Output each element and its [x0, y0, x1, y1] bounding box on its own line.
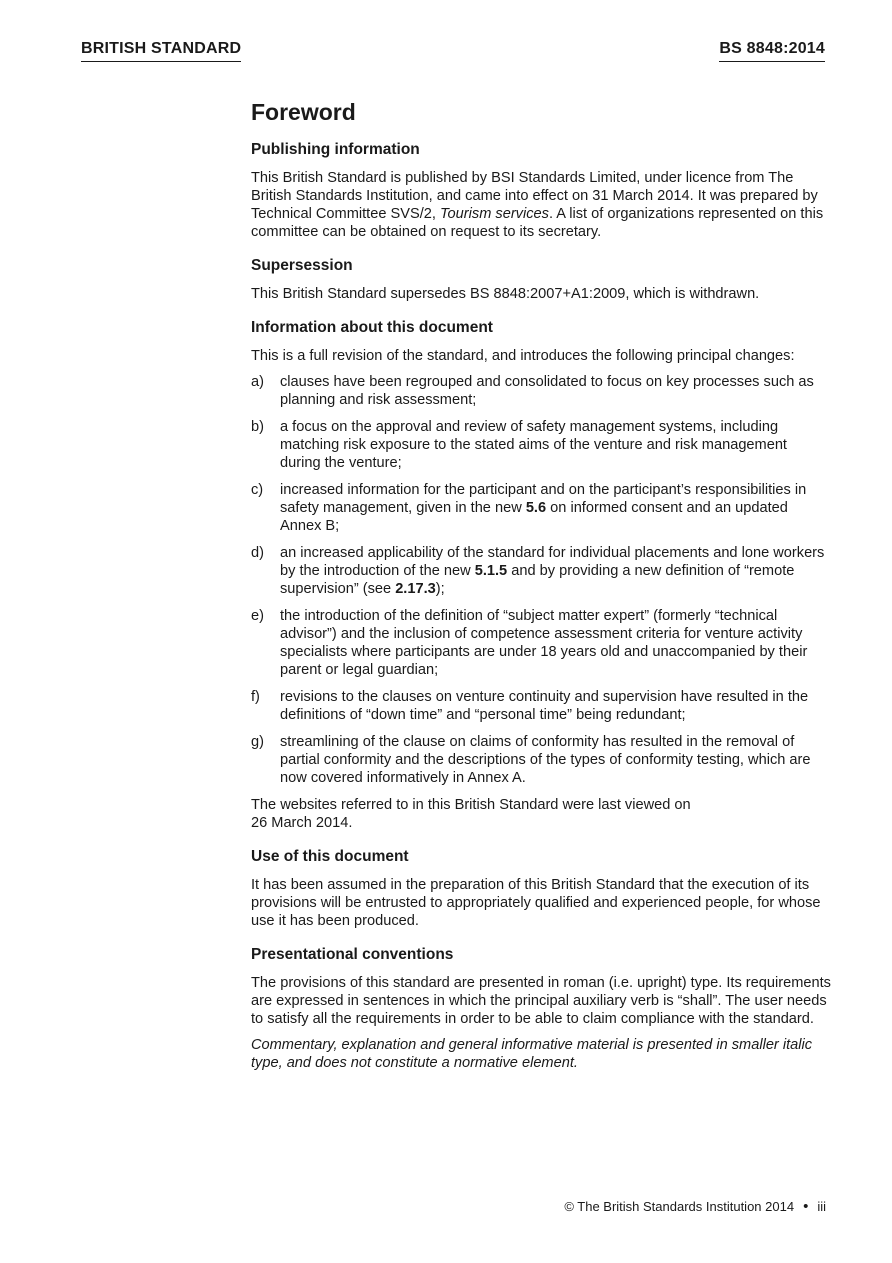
clause-reference: 5.1.5 — [474, 563, 508, 579]
list-item — [251, 733, 831, 787]
publishing-text-a: This British Standard is published by BSI Standards Limited, under licence from The British Standards Institution, and came into effect on 31 March 2014. It was prepared by Technical Committee SVS/2, — [251, 170, 818, 222]
list-item-text-b: and by providing a new definition of “remote supervision” (see — [280, 563, 795, 597]
list-item — [251, 607, 831, 679]
list-item — [251, 481, 831, 535]
list-item-text: revisions to the clauses on venture continuity and supervision have resulted in the definitions of “down time” and “personal time” being redundant; — [280, 689, 809, 723]
list-item-label: g) — [251, 734, 264, 750]
bullet-separator: • — [803, 1198, 809, 1215]
supersession-heading: Supersession — [251, 257, 353, 274]
foreword-content — [251, 98, 831, 1087]
conventions-heading: Presentational conventions — [251, 946, 454, 963]
use-text: It has been assumed in the preparation of this British Standard that the execution of its provisions will be entrusted to appropriately qualified and experienced people, for whose use it has been produced. — [251, 877, 821, 929]
list-item-text: the introduction of the definition of “subject matter expert” (formerly “technical advisor”) and the inclusion of competence assessment criteria for venture activity specialists where participants are under 18 years old and unaccompanied by their parent or legal guardian; — [280, 608, 808, 678]
information-intro: This is a full revision of the standard, and introduces the following principal changes: — [251, 348, 795, 364]
running-header-left: BRITISH STANDARD — [81, 40, 241, 62]
supersession-text: This British Standard supersedes BS 8848:2007+A1:2009, which is withdrawn. — [251, 286, 760, 302]
list-item-text-a: increased information for the participant and on the participant’s responsibilities in safety management, given in the new — [280, 482, 807, 516]
list-item-text-a: an increased applicability of the standard for individual placements and lone workers by the introduction of the new — [280, 545, 825, 579]
websites-note-line2: 26 March 2014. — [251, 815, 353, 831]
conventions-section — [251, 945, 831, 1072]
websites-note-line1: The websites referred to in this British Standard were last viewed on — [251, 797, 691, 813]
conventions-commentary: Commentary, explanation and general informative material is presented in smaller italic type, and does not constitute a normative element. — [251, 1037, 813, 1071]
supersession-section — [251, 256, 831, 303]
running-header-right: BS 8848:2014 — [719, 40, 825, 62]
list-item-label: c) — [251, 482, 264, 498]
websites-note — [251, 796, 831, 832]
list-item-label: b) — [251, 419, 264, 435]
list-item-text — [280, 481, 831, 535]
list-item-text: streamlining of the clause on claims of conformity has resulted in the removal of partial conformity and the descriptions of the types of conformity testing, which are now covered informatively in Annex A. — [280, 734, 811, 786]
list-item-label: a) — [251, 374, 264, 390]
clause-reference: 5.6 — [525, 500, 547, 516]
use-heading: Use of this document — [251, 848, 409, 865]
list-item-text — [280, 544, 831, 598]
information-section — [251, 318, 831, 832]
list-item-text-c: ); — [435, 581, 445, 597]
list-item-text: a focus on the approval and review of safety management systems, including matching risk exposure to the stated aims of the venture and risk management during the venture; — [280, 419, 787, 471]
list-item-label: f) — [251, 689, 260, 705]
clause-reference: 2.17.3 — [395, 581, 436, 597]
publishing-heading: Publishing information — [251, 141, 420, 158]
publishing-section — [251, 140, 831, 241]
list-item-text: clauses have been regrouped and consolidated to focus on key processes such as planning and risk assessment; — [280, 374, 814, 408]
list-item — [251, 688, 831, 724]
list-item — [251, 544, 831, 598]
list-item — [251, 373, 831, 409]
copyright-notice: © The British Standards Institution 2014 — [564, 1199, 795, 1214]
information-heading: Information about this document — [251, 319, 493, 336]
conventions-text: The provisions of this standard are presented in roman (i.e. upright) type. Its requirements are expressed in sentences in which the principal auxiliary verb is “shall”. The user needs to satisfy all the requirements in order to be able to claim compliance with the standard. — [251, 975, 831, 1027]
list-item — [251, 418, 831, 472]
changes-list — [251, 373, 831, 787]
publishing-text-b: . A list of organizations represented on this committee can be obtained on request to its secretary. — [251, 206, 824, 240]
page-footer — [564, 1199, 826, 1215]
list-item-text-b: on informed consent and an updated Annex B; — [280, 500, 788, 534]
list-item-label: d) — [251, 545, 264, 561]
page-number: iii — [817, 1199, 826, 1214]
publishing-text — [251, 169, 831, 241]
use-section — [251, 847, 831, 930]
committee-name: Tourism services — [439, 206, 549, 222]
page-title: Foreword — [251, 99, 356, 125]
list-item-label: e) — [251, 608, 264, 624]
